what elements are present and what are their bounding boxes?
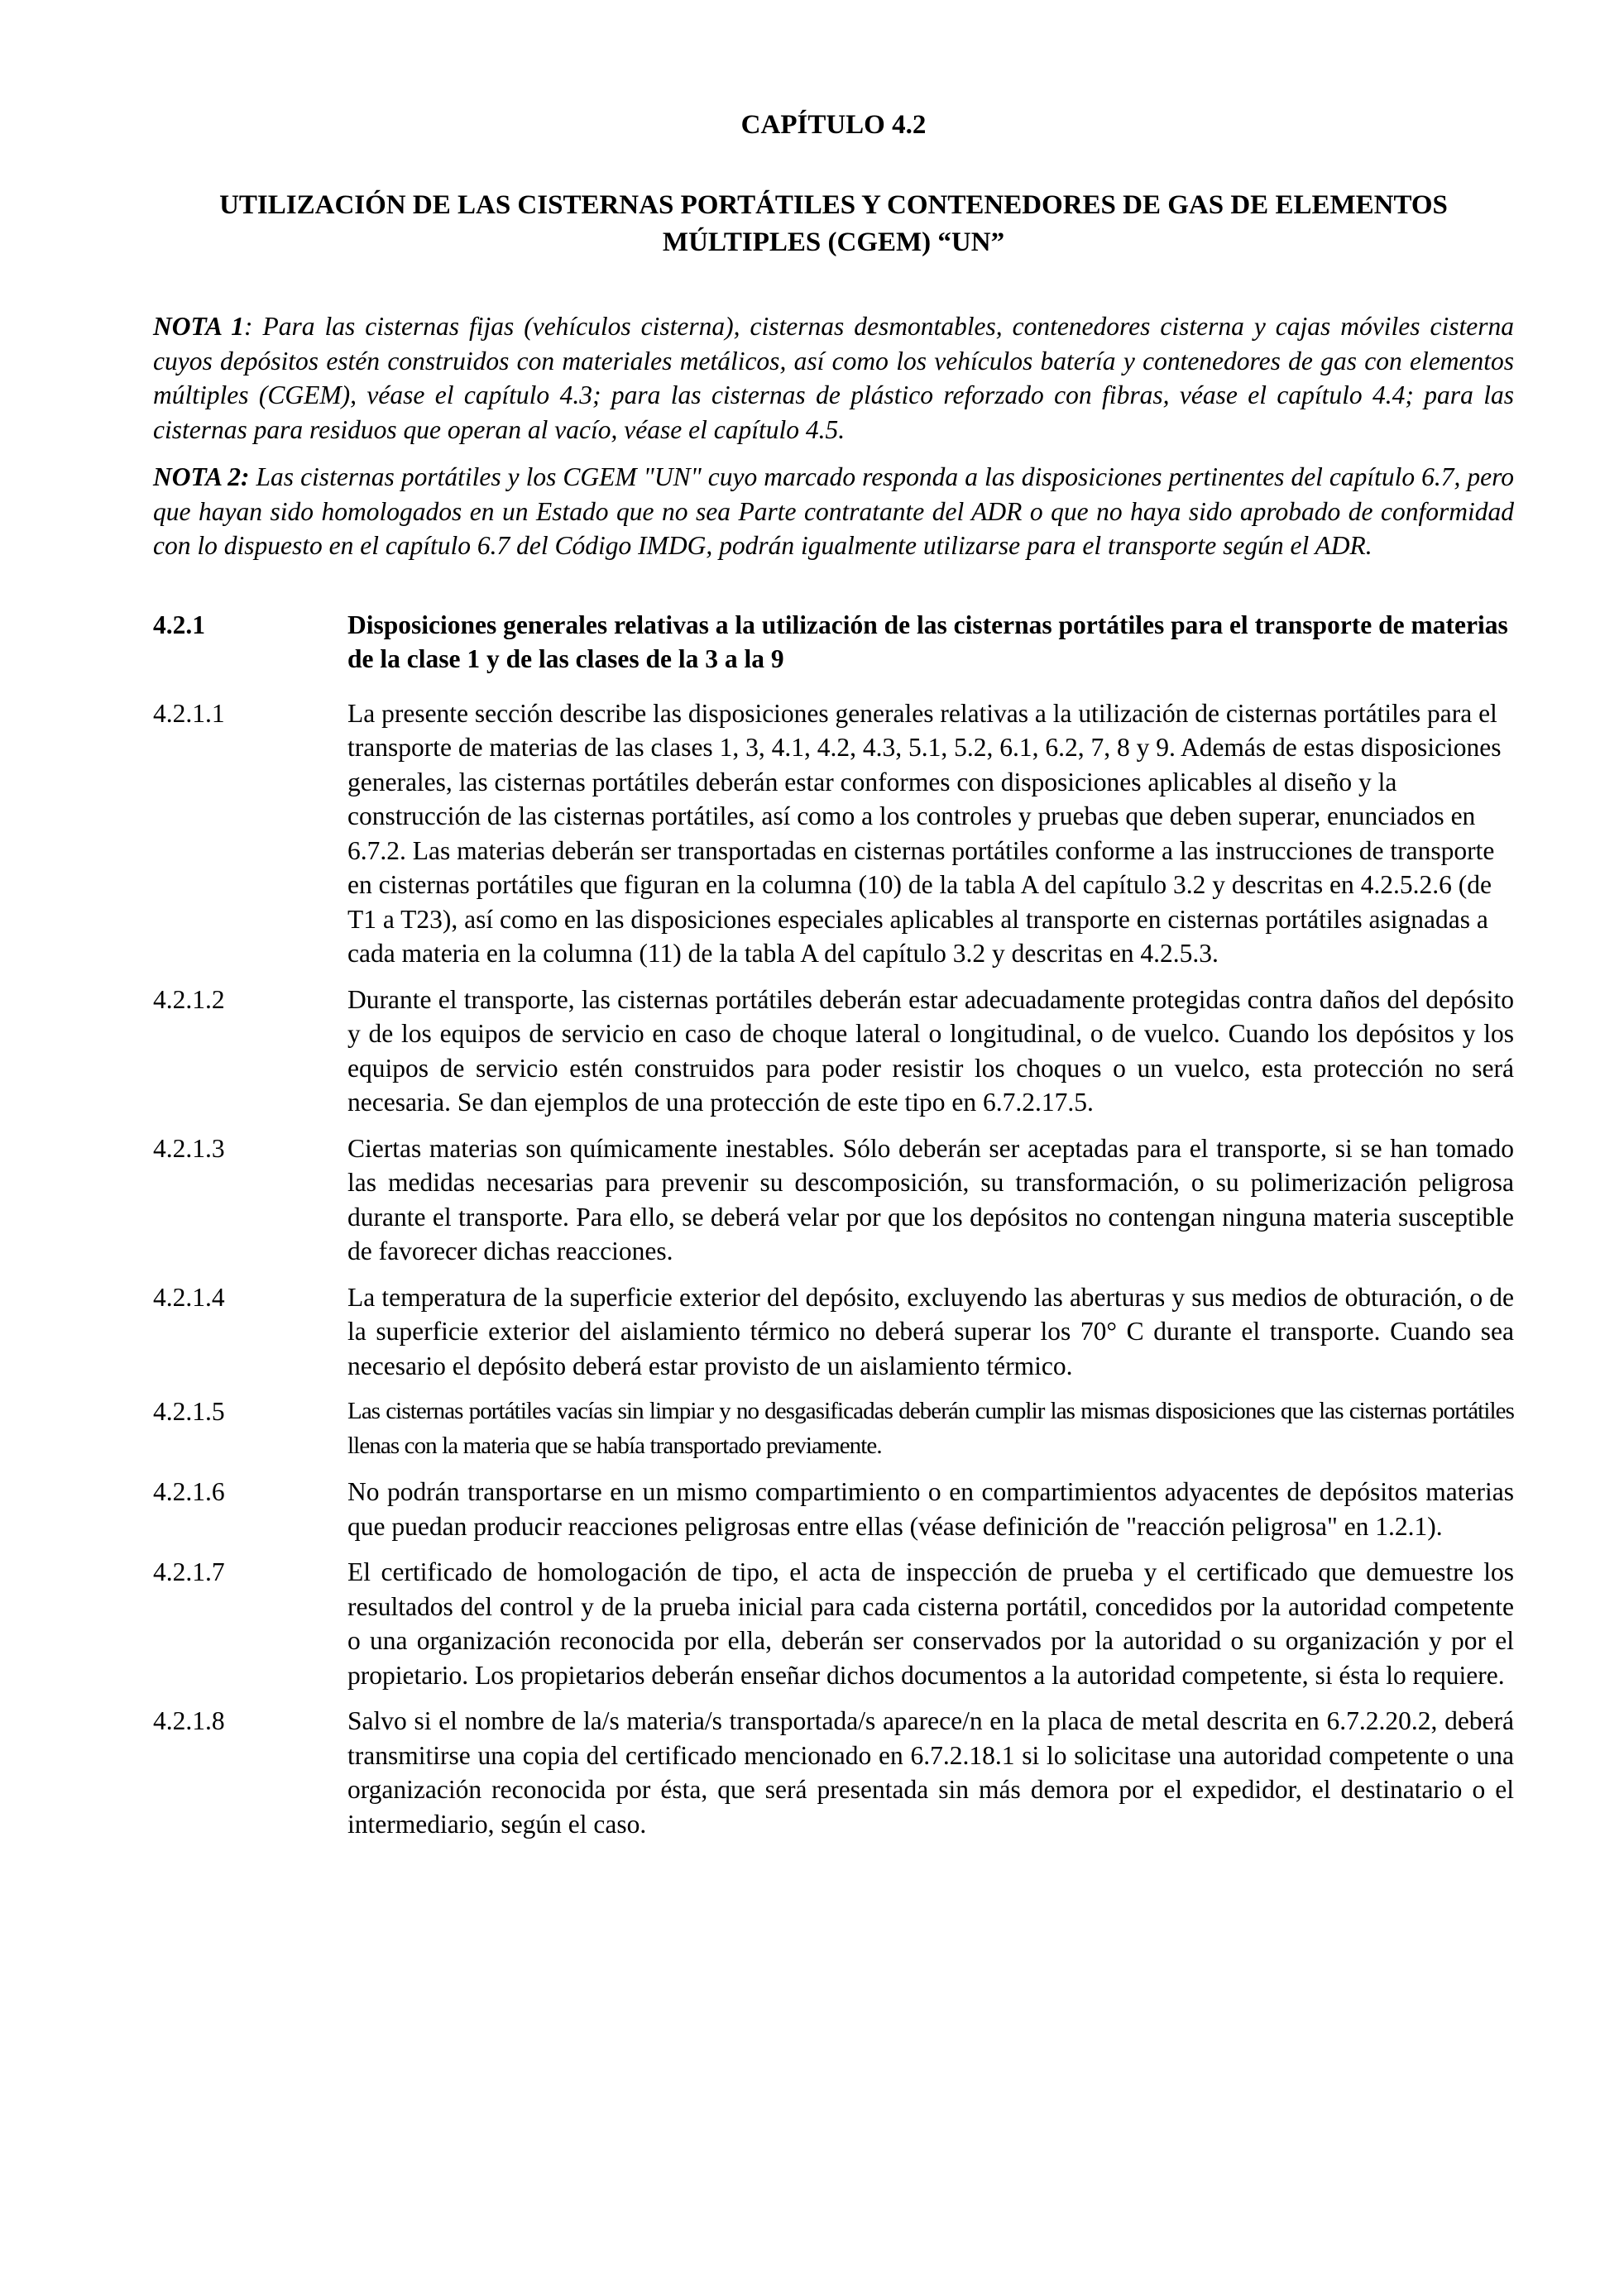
section-number: 4.2.1.2 [153, 984, 225, 1014]
section-number: 4.2.1.8 [153, 1706, 225, 1735]
chapter-title: UTILIZACIÓN DE LAS CISTERNAS PORTÁTILES Y CONTENEDORES DE GAS DE ELEMENTOS MÚLTIPLES (CGEM) “UN” [219, 190, 1448, 257]
section-4-2-1-2 [153, 983, 1514, 1120]
section-4-2-1 [153, 608, 1514, 677]
section-4-2-1-5 [153, 1394, 1514, 1463]
section-heading: Disposiciones generales relativas a la utilización de las cisternas portátiles para el transporte de materias de la clase 1 y de las clases de la 3 a la 9 [347, 610, 1508, 673]
section-4-2-1-3 [153, 1131, 1514, 1269]
notes-block [153, 309, 1514, 563]
section-text: No podrán transportarse en un mismo compartimiento o en compartimientos adyacentes de depósitos materias que puedan producir reacciones peligrosas entre ellas (véase definición de "reacción peligrosa" en 1.2.1). [347, 1477, 1514, 1541]
note-2-label: NOTA 2: [153, 462, 250, 491]
section-text: La presente sección describe las disposiciones generales relativas a la utilización de cisternas portátiles para el transporte de materias de las clases 1, 3, 4.1, 4.2, 4.3, 5.1, 5.2, 6.1, 6.2, 7, 8 y 9. Además de estas disposiciones generales, las cisternas portátiles deberán estar conformes con disposiciones aplicables al diseño y la construcción de las cisternas portátiles, así como a los controles y pruebas que deben superar, enunciados en 6.7.2. Las materias deberán ser transportadas en cisternas portátiles conforme a las instrucciones de transporte en cisternas portátiles que figuran en la columna (10) de la tabla A del capítulo 3.2 y descritas en 4.2.5.2.6 (de T1 a T23), así como en las disposiciones especiales aplicables al transporte en cisternas portátiles asignadas a cada materia en la columna (11) de la tabla A del capítulo 3.2 y descritas en 4.2.5.3. [347, 698, 1502, 968]
section-4-2-1-6 [153, 1475, 1514, 1543]
section-number: 4.2.1.4 [153, 1282, 225, 1312]
section-4-2-1-1 [153, 696, 1514, 971]
section-number: 4.2.1 [153, 610, 205, 639]
section-text: El certificado de homologación de tipo, el acta de inspección de prueba y el certificado que demuestre los resultados del control y de la prueba inicial para cada cisterna portátil, concedidos por la autoridad competente o una organización reconocida por ella, deberán ser conservados por la autoridad o su organización y por el propietario. Los propietarios deberán enseñar dichos documentos a la autoridad competente, si ésta lo requiere. [347, 1557, 1514, 1690]
note-1-text: : Para las cisternas fijas (vehículos cisterna), cisternas desmontables, contenedores cisterna y cajas móviles cisterna cuyos depósitos estén construidos con materiales metálicos, así como los vehículos batería y contenedores de gas con elementos múltiples (CGEM), véase el capítulo 4.3; para las cisternas de plástico reforzado con fibras, véase el capítulo 4.4; para las cisternas para residuos que operan al vacío, véase el capítulo 4.5. [153, 312, 1514, 444]
section-text: Durante el transporte, las cisternas portátiles deberán estar adecuadamente protegidas contra daños del depósito y de los equipos de servicio en caso de choque lateral o longitudinal, o de vuelco. Cuando los depósitos y los equipos de servicio estén construidos para poder resistir los choques o un vuelco, esta protección no será necesaria. Se dan ejemplos de una protección de este tipo en 6.7.2.17.5. [347, 984, 1514, 1117]
section-number: 4.2.1.6 [153, 1477, 225, 1506]
section-text: Ciertas materias son químicamente inestables. Sólo deberán ser aceptadas para el transporte, si se han tomado las medidas necesarias para prevenir su descomposición, su transformación, o su polimerización peligrosa durante el transporte. Para ello, se deberá velar por que los depósitos no contengan ninguna materia susceptible de favorecer dichas reacciones. [347, 1133, 1514, 1265]
note-2 [153, 460, 1514, 563]
section-number: 4.2.1.5 [153, 1397, 225, 1426]
section-text: Salvo si el nombre de la/s materia/s transportada/s aparece/n en la placa de metal descrita en 6.7.2.20.2, deberá transmitirse una copia del certificado mencionado en 6.7.2.18.1 si lo solicitase una autoridad competente o una organización reconocida por ésta, que será presentada sin más demora por el expedidor, el destinatario o el intermediario, según el caso. [347, 1706, 1514, 1839]
note-1-label: NOTA 1 [153, 312, 245, 341]
section-text: Las cisternas portátiles vacías sin limpiar y no desgasificadas deberán cumplir las mismas disposiciones que las cisternas portátiles llenas con la materia que se había transportado previamente. [347, 1398, 1514, 1459]
document-page [153, 108, 1514, 1853]
section-number: 4.2.1.3 [153, 1133, 225, 1163]
chapter-heading: CAPÍTULO 4.2 [740, 110, 927, 140]
section-4-2-1-8 [153, 1704, 1514, 1841]
section-number: 4.2.1.1 [153, 698, 225, 728]
section-number: 4.2.1.7 [153, 1557, 225, 1586]
note-2-text: Las cisternas portátiles y los CGEM "UN" cuyo marcado responda a las disposiciones pertinentes del capítulo 6.7, pero que hayan sido homologados en un Estado que no sea Parte contratante del ADR o que no haya sido aprobado de conformidad con lo dispuesto en el capítulo 6.7 del Código IMDG, podrán igualmente utilizarse para el transporte según el ADR. [153, 462, 1515, 560]
sections-list [153, 608, 1514, 1842]
section-4-2-1-4 [153, 1280, 1514, 1384]
section-text: La temperatura de la superficie exterior del depósito, excluyendo las aberturas y sus medios de obturación, o de la superficie exterior del aislamiento térmico no deberá superar los 70° C durante el transporte. Cuando sea necesario el depósito deberá estar provisto de un aislamiento térmico. [347, 1282, 1514, 1380]
section-4-2-1-7 [153, 1555, 1514, 1692]
note-1 [153, 309, 1514, 447]
